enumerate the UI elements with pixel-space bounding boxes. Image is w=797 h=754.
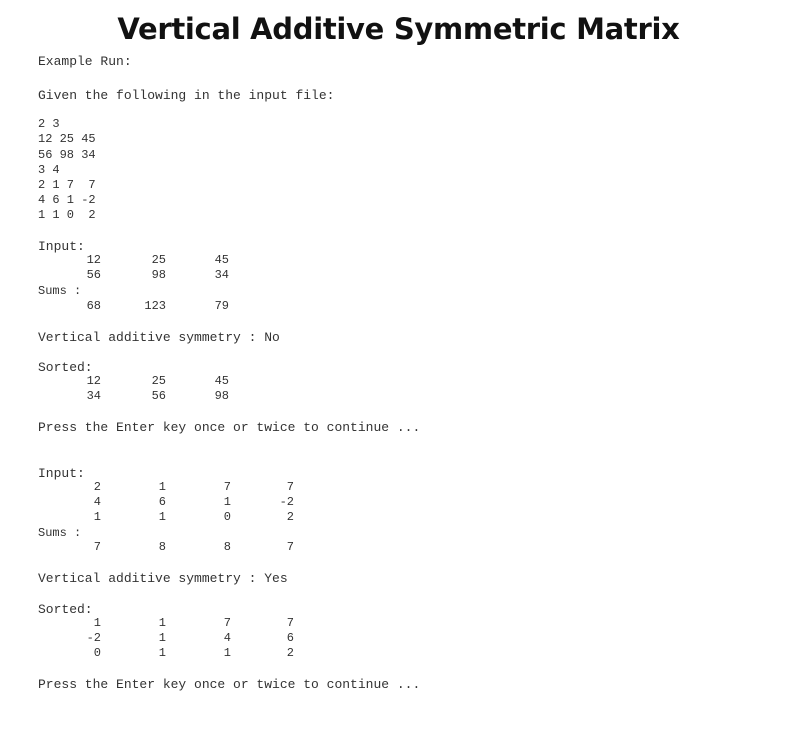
matrix-cell: 4 — [93, 495, 101, 509]
run1-sorted-label: Sorted: — [38, 360, 93, 375]
sorted-cell: 1 — [158, 646, 166, 660]
sum-cell: 8 — [158, 540, 166, 554]
run2-press-enter: Press the Enter key once or twice to continue ... — [38, 677, 421, 692]
run1-input-label: Input: — [38, 239, 85, 254]
page-title: Vertical Additive Symmetric Matrix — [117, 12, 680, 46]
sum-cell: 123 — [144, 299, 166, 313]
matrix-cell: 1 — [158, 510, 166, 524]
sum-cell: 68 — [86, 299, 101, 313]
matrix-cell: -2 — [279, 495, 294, 509]
sorted-cell: 98 — [214, 389, 229, 403]
matrix-cell: 45 — [214, 253, 229, 267]
matrix-cell: 34 — [214, 268, 229, 282]
matrix-cell: 1 — [223, 495, 231, 509]
sorted-cell: 34 — [86, 389, 101, 403]
sorted-cell: 7 — [223, 616, 231, 630]
input-file-line: 2 3 — [38, 117, 60, 131]
run1-sums-label: Sums : — [38, 284, 82, 298]
run2-symmetry-result: Vertical additive symmetry : Yes — [38, 571, 288, 586]
input-file-line: 12 25 45 — [38, 132, 96, 146]
input-file-line: 56 98 34 — [38, 148, 96, 162]
sorted-cell: 6 — [286, 631, 294, 645]
sorted-cell: 25 — [151, 374, 166, 388]
matrix-cell: 0 — [223, 510, 231, 524]
run1-symmetry-result: Vertical additive symmetry : No — [38, 330, 280, 345]
sorted-cell: 0 — [93, 646, 101, 660]
sorted-cell: 1 — [93, 616, 101, 630]
sorted-cell: -2 — [86, 631, 101, 645]
matrix-cell: 1 — [158, 480, 166, 494]
run1-press-enter: Press the Enter key once or twice to continue ... — [38, 420, 421, 435]
sum-cell: 79 — [214, 299, 229, 313]
sorted-cell: 4 — [223, 631, 231, 645]
sorted-cell: 1 — [223, 646, 231, 660]
sum-cell: 8 — [223, 540, 231, 554]
matrix-cell: 1 — [93, 510, 101, 524]
matrix-cell: 7 — [286, 480, 294, 494]
sorted-cell: 7 — [286, 616, 294, 630]
sorted-cell: 1 — [158, 616, 166, 630]
run2-sorted-label: Sorted: — [38, 602, 93, 617]
sorted-cell: 56 — [151, 389, 166, 403]
run2-input-label: Input: — [38, 466, 85, 481]
sorted-cell: 1 — [158, 631, 166, 645]
matrix-cell: 25 — [151, 253, 166, 267]
input-file-line: 4 6 1 -2 — [38, 193, 96, 207]
sorted-cell: 2 — [286, 646, 294, 660]
input-file-line: 2 1 7 7 — [38, 178, 96, 192]
matrix-cell: 2 — [286, 510, 294, 524]
matrix-cell: 6 — [158, 495, 166, 509]
matrix-cell: 56 — [86, 268, 101, 282]
matrix-cell: 98 — [151, 268, 166, 282]
example-run-label: Example Run: — [38, 54, 132, 69]
input-file-line: 1 1 0 2 — [38, 208, 96, 222]
sum-cell: 7 — [286, 540, 294, 554]
sorted-cell: 45 — [214, 374, 229, 388]
matrix-cell: 7 — [223, 480, 231, 494]
matrix-cell: 12 — [86, 253, 101, 267]
sum-cell: 7 — [93, 540, 101, 554]
matrix-cell: 2 — [93, 480, 101, 494]
input-file-line: 3 4 — [38, 163, 60, 177]
run2-sums-label: Sums : — [38, 526, 82, 540]
given-text: Given the following in the input file: — [38, 88, 335, 103]
sorted-cell: 12 — [86, 374, 101, 388]
